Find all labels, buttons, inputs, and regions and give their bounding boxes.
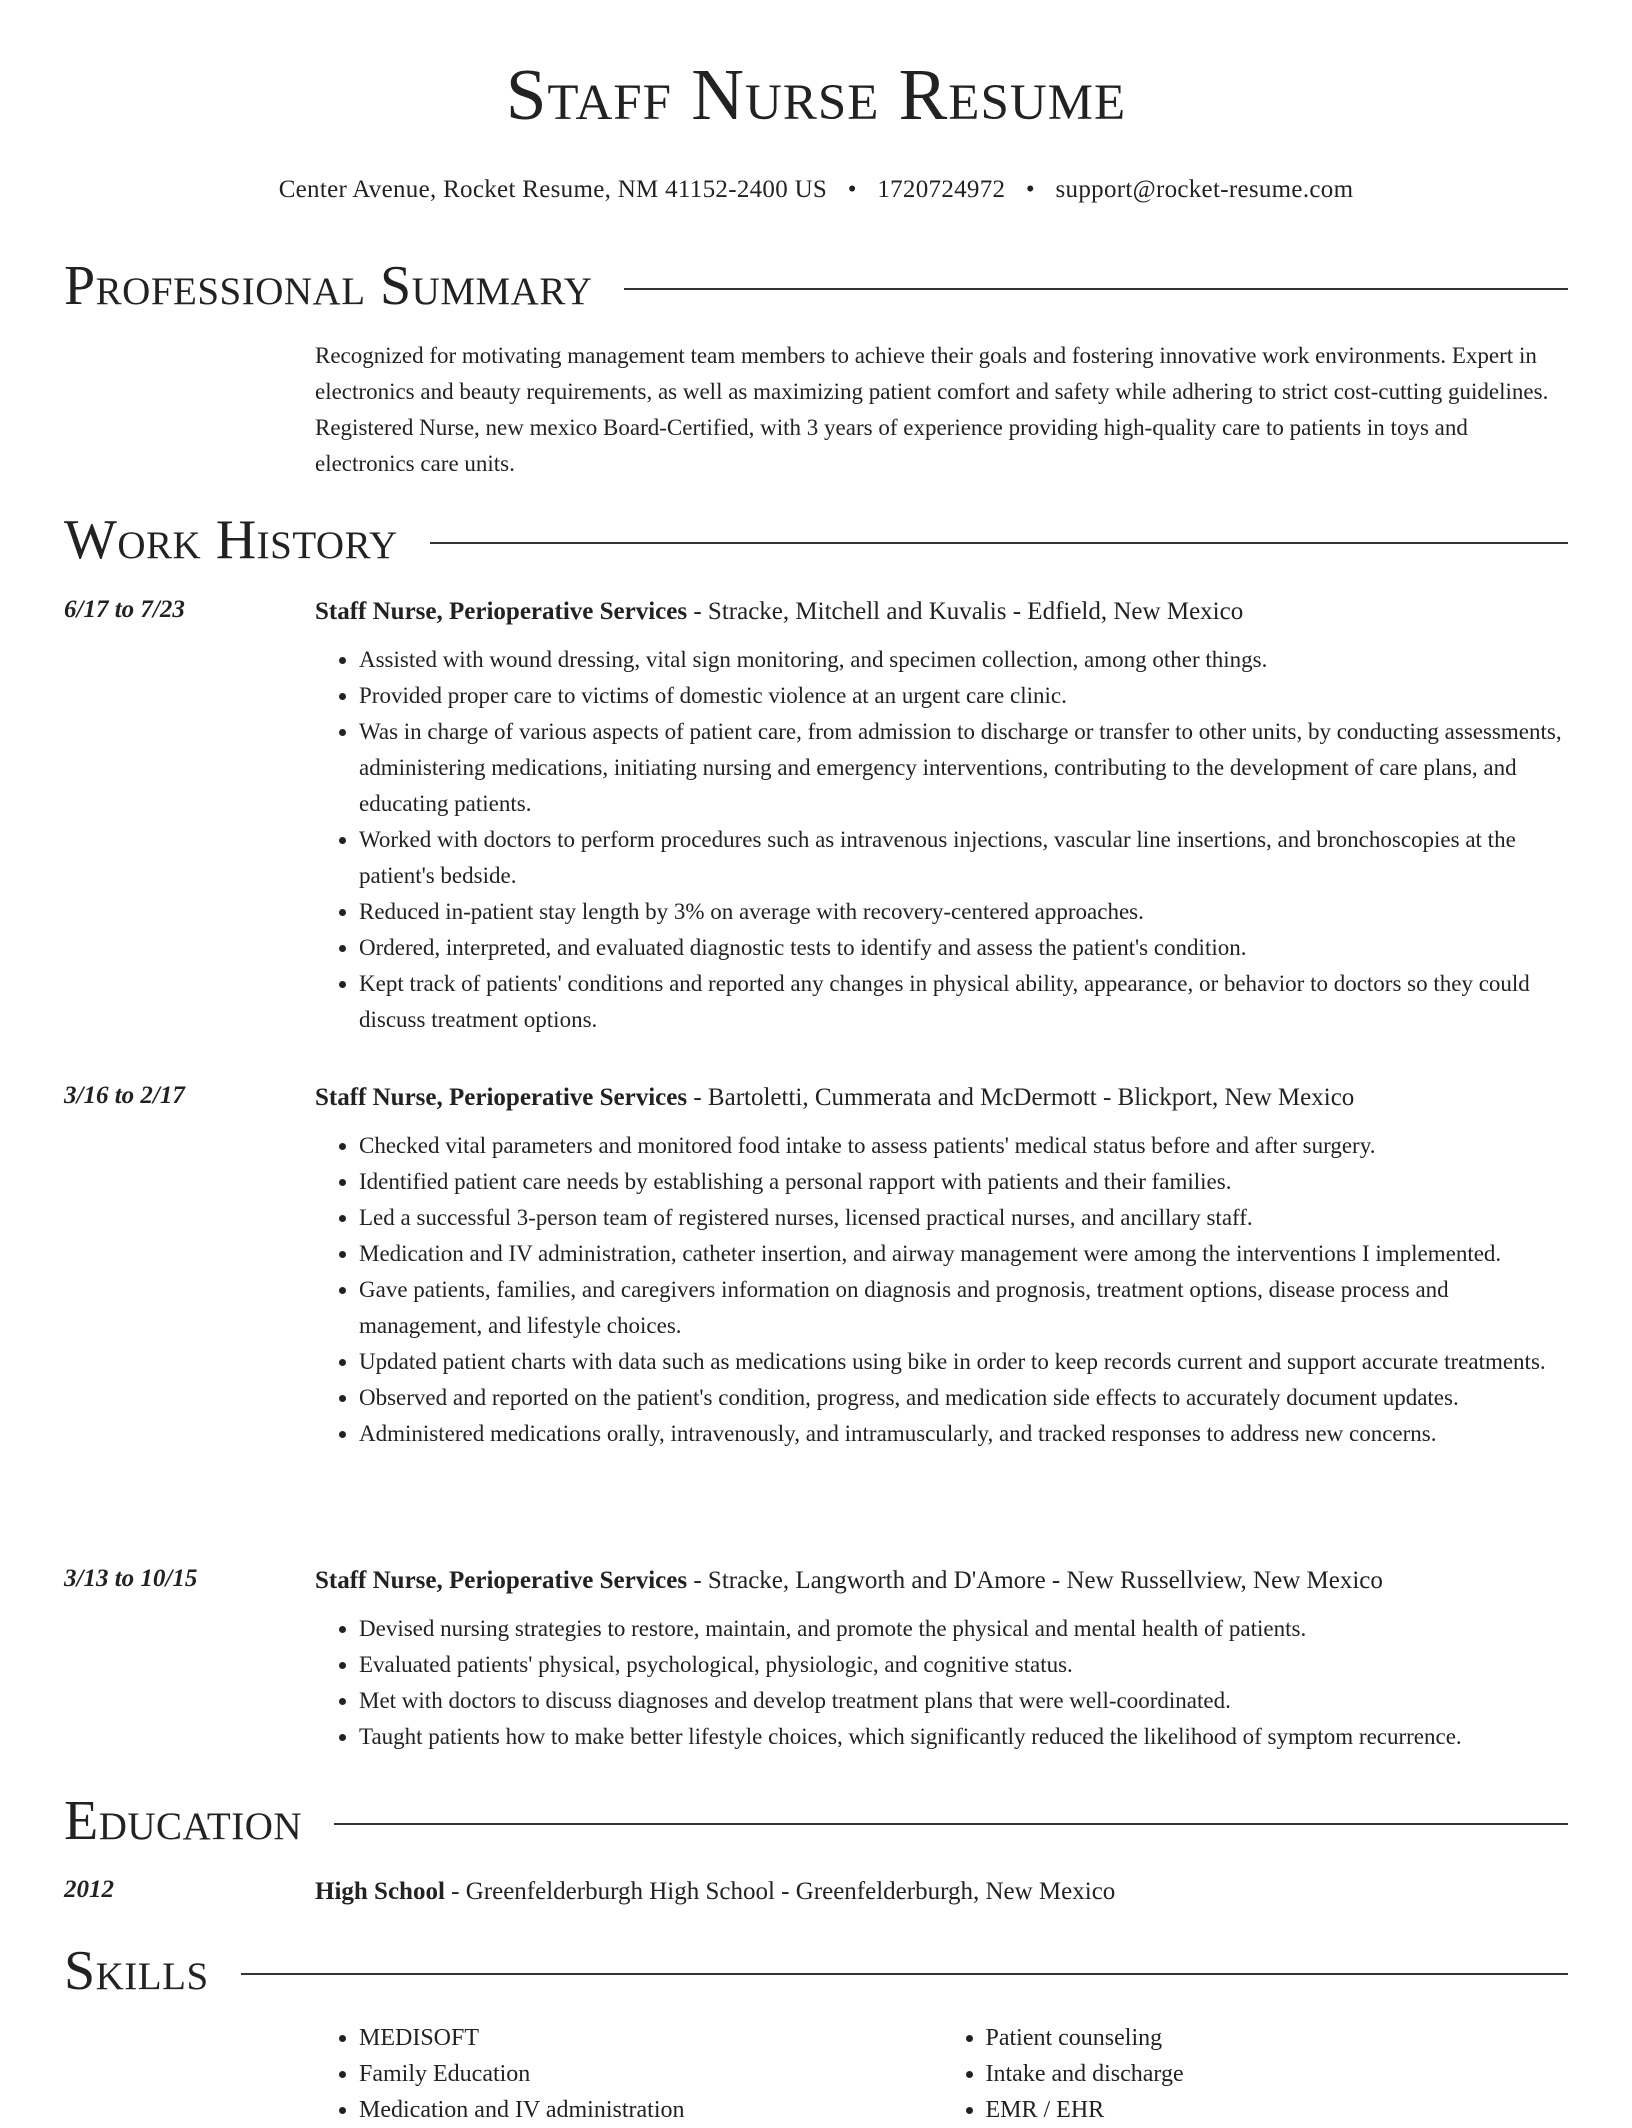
list-item: • Updated patient charts with data such as medications using bike in order to keep records current and support accurate treatments. bbox=[359, 1344, 1568, 1380]
section-divider bbox=[334, 1823, 1568, 1825]
list-item: • Observed and reported on the patient's condition, progress, and medication side effects to accurately document updates. bbox=[359, 1380, 1568, 1416]
list-item: • Provided proper care to victims of domestic violence at an urgent care clinic. bbox=[359, 678, 1568, 714]
education-school: - Greenfelderburgh High School - Greenfelderburgh, New Mexico bbox=[444, 1878, 1116, 1905]
job-bullets bbox=[315, 1128, 1568, 1452]
list-item: • Medication and IV administration, catheter insertion, and airway management were among the interventions I implemented. bbox=[359, 1236, 1568, 1272]
section-heading-summary bbox=[64, 255, 1568, 317]
list-item: • Kept track of patients' conditions and reported any changes in physical ability, appearance, or behavior to doctors so they could discuss treatment options. bbox=[359, 966, 1568, 1038]
job-title: Staff Nurse, Perioperative Services bbox=[315, 598, 688, 625]
education-date: 2012 bbox=[64, 1876, 114, 1903]
summary-text: Recognized for motivating management team members to achieve their goals and fostering innovative work environments. Expert in electronics and beauty requirements, as well as maximizing patient comfort and safety while adhering to strict cost-cutting guidelines. Registered Nurse, new mexico Board-Certified, with 3 years of experience providing high-quality care to patients in toys and electronics care units. bbox=[315, 343, 1549, 476]
section-title: Education bbox=[64, 1790, 303, 1852]
section-divider bbox=[624, 288, 1568, 290]
contact-line bbox=[0, 176, 1632, 204]
job-title: Staff Nurse, Perioperative Services bbox=[315, 1567, 688, 1594]
list-item: • Was in charge of various aspects of patient care, from admission to discharge or transfer to other units, by conducting assessments, administering medications, initiating nursing and emergency interventions, contributing to the development of care plans, and educating patients. bbox=[359, 714, 1568, 822]
list-item: • Assisted with wound dressing, vital sign monitoring, and specimen collection, among other things. bbox=[359, 642, 1568, 678]
section-title: Skills bbox=[64, 1940, 209, 2002]
job-bullets bbox=[315, 642, 1568, 1038]
skill-item: • Family Education bbox=[359, 2056, 942, 2092]
list-item: • Met with doctors to discuss diagnoses and develop treatment plans that were well-coordinated. bbox=[359, 1683, 1568, 1719]
job-date: 3/13 to 10/15 bbox=[64, 1565, 198, 1592]
section-title: Work History bbox=[64, 509, 398, 571]
job-header bbox=[315, 1565, 1568, 1597]
list-item: • Checked vital parameters and monitored food intake to assess patients' medical status before and after surgery. bbox=[359, 1128, 1568, 1164]
job-date: 6/17 to 7/23 bbox=[64, 596, 185, 623]
list-item: • Worked with doctors to perform procedures such as intravenous injections, vascular line insertions, and bronchoscopies at the patient's bedside. bbox=[359, 822, 1568, 894]
job-employer: - Bartoletti, Cummerata and McDermott - Blickport, New Mexico bbox=[687, 1084, 1355, 1111]
education-entry bbox=[64, 1876, 1568, 1908]
job-entry bbox=[64, 596, 1568, 1038]
job-date: 3/16 to 2/17 bbox=[64, 1082, 185, 1109]
section-divider bbox=[241, 1973, 1568, 1975]
job-title: Staff Nurse, Perioperative Services bbox=[315, 1084, 688, 1111]
contact-phone: 1720724972 bbox=[877, 176, 1006, 203]
skill-item: • MEDISOFT bbox=[359, 2020, 942, 2056]
list-item: • Evaluated patients' physical, psychological, physiologic, and cognitive status. bbox=[359, 1647, 1568, 1683]
skill-item: • Intake and discharge bbox=[986, 2056, 1569, 2092]
contact-separator: • bbox=[847, 176, 857, 203]
section-heading-work-history bbox=[64, 509, 1568, 571]
job-bullets bbox=[315, 1611, 1568, 1755]
contact-email: support@rocket-resume.com bbox=[1055, 176, 1354, 203]
section-heading-education bbox=[64, 1790, 1568, 1852]
job-employer: - Stracke, Mitchell and Kuvalis - Edfield, New Mexico bbox=[687, 598, 1244, 625]
education-degree: High School bbox=[315, 1878, 445, 1905]
skill-item: • Medication and IV administration bbox=[359, 2092, 942, 2128]
list-item: • Gave patients, families, and caregivers information on diagnosis and prognosis, treatment options, disease process and management, and lifestyle choices. bbox=[359, 1272, 1568, 1344]
list-item: • Reduced in-patient stay length by 3% on average with recovery-centered approaches. bbox=[359, 894, 1568, 930]
resume-title: Staff Nurse Resume bbox=[505, 54, 1127, 135]
education-header bbox=[315, 1876, 1568, 1908]
list-item: • Identified patient care needs by establishing a personal rapport with patients and their families. bbox=[359, 1164, 1568, 1200]
job-header bbox=[315, 1082, 1568, 1114]
contact-separator: • bbox=[1025, 176, 1035, 203]
job-entry bbox=[64, 1565, 1568, 1755]
job-entry bbox=[64, 1082, 1568, 1452]
list-item: • Ordered, interpreted, and evaluated diagnostic tests to identify and assess the patient's condition. bbox=[359, 930, 1568, 966]
list-item: • Taught patients how to make better lifestyle choices, which significantly reduced the likelihood of symptom recurrence. bbox=[359, 1719, 1568, 1755]
list-item: • Devised nursing strategies to restore, maintain, and promote the physical and mental health of patients. bbox=[359, 1611, 1568, 1647]
contact-address: Center Avenue, Rocket Resume, NM 41152-2400 US bbox=[278, 176, 828, 203]
skill-item: • EMR / EHR bbox=[986, 2092, 1569, 2128]
list-item: • Administered medications orally, intravenously, and intramuscularly, and tracked responses to address new concerns. bbox=[359, 1416, 1568, 1452]
job-header bbox=[315, 596, 1568, 628]
job-employer: - Stracke, Langworth and D'Amore - New Russellview, New Mexico bbox=[687, 1567, 1383, 1594]
section-heading-skills bbox=[64, 1940, 1568, 2002]
section-title: Professional Summary bbox=[64, 255, 593, 317]
section-divider bbox=[430, 542, 1568, 544]
skill-item: • Patient counseling bbox=[986, 2020, 1569, 2056]
list-item: • Led a successful 3-person team of registered nurses, licensed practical nurses, and ancillary staff. bbox=[359, 1200, 1568, 1236]
